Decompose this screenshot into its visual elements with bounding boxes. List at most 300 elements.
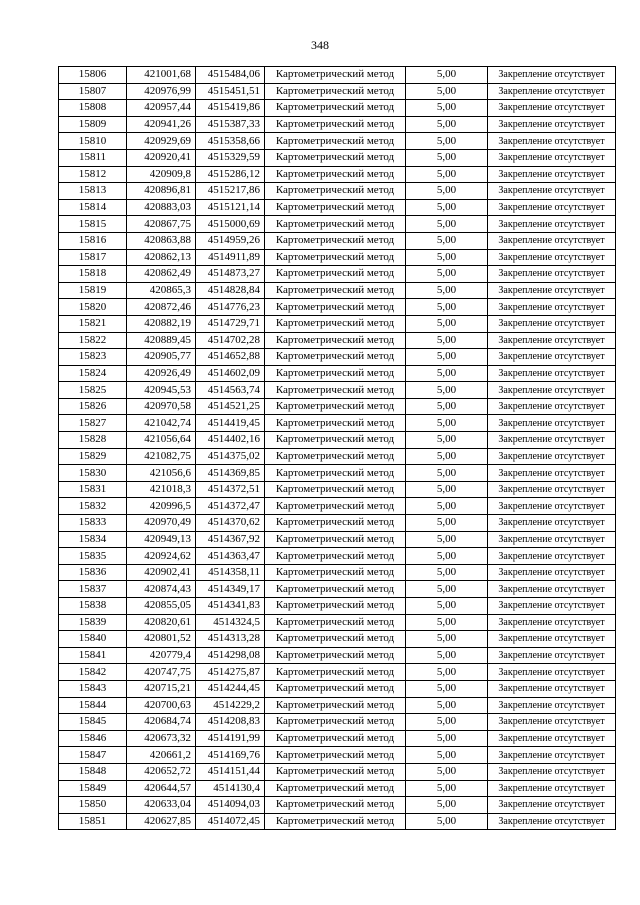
point-number-cell: 15834 — [59, 531, 127, 548]
accuracy-cell: 5,00 — [406, 813, 488, 830]
x-coordinate-cell: 420924,62 — [127, 548, 196, 565]
accuracy-cell: 5,00 — [406, 100, 488, 117]
accuracy-cell: 5,00 — [406, 448, 488, 465]
method-cell: Картометрический метод — [265, 365, 406, 382]
x-coordinate-cell: 420970,49 — [127, 515, 196, 532]
y-coordinate-cell: 4514244,45 — [196, 680, 265, 697]
y-coordinate-cell: 4514419,45 — [196, 415, 265, 432]
accuracy-cell: 5,00 — [406, 199, 488, 216]
method-cell: Картометрический метод — [265, 199, 406, 216]
table-row — [59, 365, 616, 382]
accuracy-cell: 5,00 — [406, 730, 488, 747]
table-row — [59, 149, 616, 166]
accuracy-cell: 5,00 — [406, 465, 488, 482]
x-coordinate-cell: 420673,32 — [127, 730, 196, 747]
fixation-cell: Закрепление отсутствует — [488, 531, 616, 548]
y-coordinate-cell: 4514130,4 — [196, 780, 265, 797]
table-row — [59, 481, 616, 498]
accuracy-cell: 5,00 — [406, 299, 488, 316]
fixation-cell: Закрепление отсутствует — [488, 548, 616, 565]
method-cell: Картометрический метод — [265, 680, 406, 697]
table-row — [59, 415, 616, 432]
x-coordinate-cell: 420883,03 — [127, 199, 196, 216]
method-cell: Картометрический метод — [265, 116, 406, 133]
fixation-cell: Закрепление отсутствует — [488, 730, 616, 747]
point-number-cell: 15835 — [59, 548, 127, 565]
point-number-cell: 15819 — [59, 282, 127, 299]
table-row — [59, 631, 616, 648]
accuracy-cell: 5,00 — [406, 83, 488, 100]
point-number-cell: 15845 — [59, 714, 127, 731]
fixation-cell: Закрепление отсутствует — [488, 282, 616, 299]
accuracy-cell: 5,00 — [406, 282, 488, 299]
table-row — [59, 581, 616, 598]
table-row — [59, 465, 616, 482]
x-coordinate-cell: 420863,88 — [127, 232, 196, 249]
method-cell: Картометрический метод — [265, 813, 406, 830]
x-coordinate-cell: 420644,57 — [127, 780, 196, 797]
x-coordinate-cell: 420926,49 — [127, 365, 196, 382]
y-coordinate-cell: 4514370,62 — [196, 515, 265, 532]
accuracy-cell: 5,00 — [406, 365, 488, 382]
point-number-cell: 15843 — [59, 680, 127, 697]
x-coordinate-cell: 420905,77 — [127, 349, 196, 366]
table-row — [59, 382, 616, 399]
method-cell: Картометрический метод — [265, 216, 406, 233]
table-row — [59, 216, 616, 233]
accuracy-cell: 5,00 — [406, 116, 488, 133]
y-coordinate-cell: 4515286,12 — [196, 166, 265, 183]
table-row — [59, 515, 616, 532]
table-row — [59, 614, 616, 631]
table-row — [59, 448, 616, 465]
accuracy-cell: 5,00 — [406, 481, 488, 498]
table-row — [59, 116, 616, 133]
accuracy-cell: 5,00 — [406, 249, 488, 266]
x-coordinate-cell: 420996,5 — [127, 498, 196, 515]
point-number-cell: 15824 — [59, 365, 127, 382]
table-row — [59, 564, 616, 581]
fixation-cell: Закрепление отсутствует — [488, 747, 616, 764]
fixation-cell: Закрепление отсутствует — [488, 332, 616, 349]
x-coordinate-cell: 420909,8 — [127, 166, 196, 183]
accuracy-cell: 5,00 — [406, 315, 488, 332]
point-number-cell: 15836 — [59, 564, 127, 581]
accuracy-cell: 5,00 — [406, 382, 488, 399]
x-coordinate-cell: 420945,53 — [127, 382, 196, 399]
point-number-cell: 15821 — [59, 315, 127, 332]
method-cell: Картометрический метод — [265, 647, 406, 664]
method-cell: Картометрический метод — [265, 100, 406, 117]
x-coordinate-cell: 420661,2 — [127, 747, 196, 764]
y-coordinate-cell: 4514313,28 — [196, 631, 265, 648]
x-coordinate-cell: 420902,41 — [127, 564, 196, 581]
x-coordinate-cell: 420855,05 — [127, 598, 196, 615]
fixation-cell: Закрепление отсутствует — [488, 149, 616, 166]
y-coordinate-cell: 4514563,74 — [196, 382, 265, 399]
fixation-cell: Закрепление отсутствует — [488, 465, 616, 482]
point-number-cell: 15808 — [59, 100, 127, 117]
table-row — [59, 598, 616, 615]
table-row — [59, 531, 616, 548]
fixation-cell: Закрепление отсутствует — [488, 631, 616, 648]
fixation-cell: Закрепление отсутствует — [488, 647, 616, 664]
y-coordinate-cell: 4515451,51 — [196, 83, 265, 100]
accuracy-cell: 5,00 — [406, 232, 488, 249]
y-coordinate-cell: 4515000,69 — [196, 216, 265, 233]
method-cell: Картометрический метод — [265, 614, 406, 631]
point-number-cell: 15850 — [59, 797, 127, 814]
x-coordinate-cell: 420633,04 — [127, 797, 196, 814]
x-coordinate-cell: 420867,75 — [127, 216, 196, 233]
method-cell: Картометрический метод — [265, 149, 406, 166]
fixation-cell: Закрепление отсутствует — [488, 664, 616, 681]
table-row — [59, 498, 616, 515]
y-coordinate-cell: 4515484,06 — [196, 67, 265, 84]
table-row — [59, 249, 616, 266]
accuracy-cell: 5,00 — [406, 763, 488, 780]
accuracy-cell: 5,00 — [406, 166, 488, 183]
x-coordinate-cell: 420747,75 — [127, 664, 196, 681]
fixation-cell: Закрепление отсутствует — [488, 763, 616, 780]
x-coordinate-cell: 420929,69 — [127, 133, 196, 150]
y-coordinate-cell: 4514372,47 — [196, 498, 265, 515]
y-coordinate-cell: 4514191,99 — [196, 730, 265, 747]
y-coordinate-cell: 4514375,02 — [196, 448, 265, 465]
table-row — [59, 282, 616, 299]
fixation-cell: Закрепление отсутствует — [488, 415, 616, 432]
y-coordinate-cell: 4514275,87 — [196, 664, 265, 681]
point-number-cell: 15823 — [59, 349, 127, 366]
x-coordinate-cell: 421056,6 — [127, 465, 196, 482]
table-row — [59, 232, 616, 249]
x-coordinate-cell: 420715,21 — [127, 680, 196, 697]
method-cell: Картометрический метод — [265, 166, 406, 183]
x-coordinate-cell: 420779,4 — [127, 647, 196, 664]
x-coordinate-cell: 420652,72 — [127, 763, 196, 780]
table-row — [59, 680, 616, 697]
x-coordinate-cell: 420872,46 — [127, 299, 196, 316]
fixation-cell: Закрепление отсутствует — [488, 216, 616, 233]
method-cell: Картометрический метод — [265, 299, 406, 316]
table-row — [59, 714, 616, 731]
method-cell: Картометрический метод — [265, 83, 406, 100]
accuracy-cell: 5,00 — [406, 415, 488, 432]
accuracy-cell: 5,00 — [406, 664, 488, 681]
y-coordinate-cell: 4514363,47 — [196, 548, 265, 565]
point-number-cell: 15816 — [59, 232, 127, 249]
accuracy-cell: 5,00 — [406, 498, 488, 515]
x-coordinate-cell: 420949,13 — [127, 531, 196, 548]
y-coordinate-cell: 4514324,5 — [196, 614, 265, 631]
y-coordinate-cell: 4514169,76 — [196, 747, 265, 764]
accuracy-cell: 5,00 — [406, 680, 488, 697]
method-cell: Картометрический метод — [265, 266, 406, 283]
accuracy-cell: 5,00 — [406, 531, 488, 548]
point-number-cell: 15844 — [59, 697, 127, 714]
fixation-cell: Закрепление отсутствует — [488, 382, 616, 399]
table-row — [59, 747, 616, 764]
y-coordinate-cell: 4514729,71 — [196, 315, 265, 332]
fixation-cell: Закрепление отсутствует — [488, 481, 616, 498]
table-row — [59, 780, 616, 797]
fixation-cell: Закрепление отсутствует — [488, 797, 616, 814]
table-row — [59, 67, 616, 84]
accuracy-cell: 5,00 — [406, 631, 488, 648]
y-coordinate-cell: 4514602,09 — [196, 365, 265, 382]
point-number-cell: 15832 — [59, 498, 127, 515]
table-row — [59, 100, 616, 117]
accuracy-cell: 5,00 — [406, 780, 488, 797]
point-number-cell: 15826 — [59, 398, 127, 415]
y-coordinate-cell: 4515217,86 — [196, 183, 265, 200]
y-coordinate-cell: 4514367,92 — [196, 531, 265, 548]
table-row — [59, 813, 616, 830]
point-number-cell: 15815 — [59, 216, 127, 233]
accuracy-cell: 5,00 — [406, 747, 488, 764]
fixation-cell: Закрепление отсутствует — [488, 67, 616, 84]
method-cell: Картометрический метод — [265, 67, 406, 84]
point-number-cell: 15811 — [59, 149, 127, 166]
method-cell: Картометрический метод — [265, 747, 406, 764]
accuracy-cell: 5,00 — [406, 332, 488, 349]
method-cell: Картометрический метод — [265, 183, 406, 200]
point-number-cell: 15838 — [59, 598, 127, 615]
table-row — [59, 133, 616, 150]
fixation-cell: Закрепление отсутствует — [488, 100, 616, 117]
method-cell: Картометрический метод — [265, 315, 406, 332]
accuracy-cell: 5,00 — [406, 149, 488, 166]
y-coordinate-cell: 4514369,85 — [196, 465, 265, 482]
method-cell: Картометрический метод — [265, 481, 406, 498]
table-row — [59, 797, 616, 814]
y-coordinate-cell: 4514873,27 — [196, 266, 265, 283]
table-row — [59, 166, 616, 183]
coordinates-table — [58, 66, 616, 830]
accuracy-cell: 5,00 — [406, 548, 488, 565]
point-number-cell: 15812 — [59, 166, 127, 183]
x-coordinate-cell: 420970,58 — [127, 398, 196, 415]
x-coordinate-cell: 420920,41 — [127, 149, 196, 166]
table-row — [59, 349, 616, 366]
method-cell: Картометрический метод — [265, 382, 406, 399]
fixation-cell: Закрепление отсутствует — [488, 598, 616, 615]
point-number-cell: 15842 — [59, 664, 127, 681]
fixation-cell: Закрепление отсутствует — [488, 398, 616, 415]
x-coordinate-cell: 420627,85 — [127, 813, 196, 830]
method-cell: Картометрический метод — [265, 697, 406, 714]
fixation-cell: Закрепление отсутствует — [488, 232, 616, 249]
method-cell: Картометрический метод — [265, 564, 406, 581]
y-coordinate-cell: 4515358,66 — [196, 133, 265, 150]
accuracy-cell: 5,00 — [406, 432, 488, 449]
table-row — [59, 763, 616, 780]
table-row — [59, 432, 616, 449]
table-row — [59, 548, 616, 565]
fixation-cell: Закрепление отсутствует — [488, 183, 616, 200]
coordinates-table-body — [59, 67, 616, 830]
fixation-cell: Закрепление отсутствует — [488, 432, 616, 449]
x-coordinate-cell: 421082,75 — [127, 448, 196, 465]
table-row — [59, 647, 616, 664]
x-coordinate-cell: 420820,61 — [127, 614, 196, 631]
table-row — [59, 332, 616, 349]
method-cell: Картометрический метод — [265, 598, 406, 615]
fixation-cell: Закрепление отсутствует — [488, 299, 616, 316]
accuracy-cell: 5,00 — [406, 216, 488, 233]
x-coordinate-cell: 420684,74 — [127, 714, 196, 731]
method-cell: Картометрический метод — [265, 664, 406, 681]
x-coordinate-cell: 420874,43 — [127, 581, 196, 598]
accuracy-cell: 5,00 — [406, 133, 488, 150]
table-row — [59, 266, 616, 283]
accuracy-cell: 5,00 — [406, 598, 488, 615]
table-row — [59, 697, 616, 714]
fixation-cell: Закрепление отсутствует — [488, 365, 616, 382]
y-coordinate-cell: 4514341,83 — [196, 598, 265, 615]
y-coordinate-cell: 4514911,89 — [196, 249, 265, 266]
fixation-cell: Закрепление отсутствует — [488, 680, 616, 697]
point-number-cell: 15807 — [59, 83, 127, 100]
x-coordinate-cell: 420889,45 — [127, 332, 196, 349]
y-coordinate-cell: 4514776,23 — [196, 299, 265, 316]
point-number-cell: 15814 — [59, 199, 127, 216]
y-coordinate-cell: 4515387,33 — [196, 116, 265, 133]
method-cell: Картометрический метод — [265, 730, 406, 747]
table-row — [59, 398, 616, 415]
accuracy-cell: 5,00 — [406, 714, 488, 731]
table-row — [59, 664, 616, 681]
y-coordinate-cell: 4514151,44 — [196, 763, 265, 780]
method-cell: Картометрический метод — [265, 448, 406, 465]
accuracy-cell: 5,00 — [406, 614, 488, 631]
y-coordinate-cell: 4514229,2 — [196, 697, 265, 714]
point-number-cell: 15841 — [59, 647, 127, 664]
method-cell: Картометрический метод — [265, 349, 406, 366]
accuracy-cell: 5,00 — [406, 581, 488, 598]
fixation-cell: Закрепление отсутствует — [488, 813, 616, 830]
fixation-cell: Закрепление отсутствует — [488, 315, 616, 332]
method-cell: Картометрический метод — [265, 631, 406, 648]
point-number-cell: 15831 — [59, 481, 127, 498]
y-coordinate-cell: 4515419,86 — [196, 100, 265, 117]
point-number-cell: 15829 — [59, 448, 127, 465]
method-cell: Картометрический метод — [265, 282, 406, 299]
method-cell: Картометрический метод — [265, 763, 406, 780]
fixation-cell: Закрепление отсутствует — [488, 166, 616, 183]
point-number-cell: 15839 — [59, 614, 127, 631]
x-coordinate-cell: 420865,3 — [127, 282, 196, 299]
y-coordinate-cell: 4514702,28 — [196, 332, 265, 349]
x-coordinate-cell: 420862,13 — [127, 249, 196, 266]
point-number-cell: 15809 — [59, 116, 127, 133]
table-row — [59, 299, 616, 316]
accuracy-cell: 5,00 — [406, 349, 488, 366]
y-coordinate-cell: 4515329,59 — [196, 149, 265, 166]
table-row — [59, 183, 616, 200]
fixation-cell: Закрепление отсутствует — [488, 581, 616, 598]
table-row — [59, 199, 616, 216]
y-coordinate-cell: 4515121,14 — [196, 199, 265, 216]
y-coordinate-cell: 4514959,26 — [196, 232, 265, 249]
fixation-cell: Закрепление отсутствует — [488, 448, 616, 465]
accuracy-cell: 5,00 — [406, 515, 488, 532]
fixation-cell: Закрепление отсутствует — [488, 199, 616, 216]
table-row — [59, 83, 616, 100]
accuracy-cell: 5,00 — [406, 647, 488, 664]
point-number-cell: 15806 — [59, 67, 127, 84]
table-row — [59, 315, 616, 332]
x-coordinate-cell: 420801,52 — [127, 631, 196, 648]
fixation-cell: Закрепление отсутствует — [488, 614, 616, 631]
y-coordinate-cell: 4514372,51 — [196, 481, 265, 498]
point-number-cell: 15847 — [59, 747, 127, 764]
fixation-cell: Закрепление отсутствует — [488, 780, 616, 797]
method-cell: Картометрический метод — [265, 398, 406, 415]
x-coordinate-cell: 421001,68 — [127, 67, 196, 84]
point-number-cell: 15827 — [59, 415, 127, 432]
x-coordinate-cell: 420976,99 — [127, 83, 196, 100]
method-cell: Картометрический метод — [265, 415, 406, 432]
x-coordinate-cell: 420957,44 — [127, 100, 196, 117]
accuracy-cell: 5,00 — [406, 266, 488, 283]
fixation-cell: Закрепление отсутствует — [488, 133, 616, 150]
method-cell: Картометрический метод — [265, 581, 406, 598]
fixation-cell: Закрепление отсутствует — [488, 564, 616, 581]
point-number-cell: 15813 — [59, 183, 127, 200]
x-coordinate-cell: 420941,26 — [127, 116, 196, 133]
fixation-cell: Закрепление отсутствует — [488, 249, 616, 266]
y-coordinate-cell: 4514072,45 — [196, 813, 265, 830]
y-coordinate-cell: 4514298,08 — [196, 647, 265, 664]
method-cell: Картометрический метод — [265, 249, 406, 266]
method-cell: Картометрический метод — [265, 465, 406, 482]
accuracy-cell: 5,00 — [406, 398, 488, 415]
x-coordinate-cell: 420896,81 — [127, 183, 196, 200]
point-number-cell: 15846 — [59, 730, 127, 747]
fixation-cell: Закрепление отсутствует — [488, 83, 616, 100]
fixation-cell: Закрепление отсутствует — [488, 515, 616, 532]
fixation-cell: Закрепление отсутствует — [488, 266, 616, 283]
y-coordinate-cell: 4514358,11 — [196, 564, 265, 581]
y-coordinate-cell: 4514402,16 — [196, 432, 265, 449]
point-number-cell: 15851 — [59, 813, 127, 830]
fixation-cell: Закрепление отсутствует — [488, 697, 616, 714]
accuracy-cell: 5,00 — [406, 183, 488, 200]
x-coordinate-cell: 420862,49 — [127, 266, 196, 283]
point-number-cell: 15849 — [59, 780, 127, 797]
y-coordinate-cell: 4514094,03 — [196, 797, 265, 814]
method-cell: Картометрический метод — [265, 498, 406, 515]
point-number-cell: 15837 — [59, 581, 127, 598]
y-coordinate-cell: 4514652,88 — [196, 349, 265, 366]
x-coordinate-cell: 421018,3 — [127, 481, 196, 498]
accuracy-cell: 5,00 — [406, 564, 488, 581]
y-coordinate-cell: 4514521,25 — [196, 398, 265, 415]
y-coordinate-cell: 4514208,83 — [196, 714, 265, 731]
fixation-cell: Закрепление отсутствует — [488, 116, 616, 133]
table-row — [59, 730, 616, 747]
point-number-cell: 15820 — [59, 299, 127, 316]
x-coordinate-cell: 420700,63 — [127, 697, 196, 714]
accuracy-cell: 5,00 — [406, 67, 488, 84]
y-coordinate-cell: 4514349,17 — [196, 581, 265, 598]
method-cell: Картометрический метод — [265, 515, 406, 532]
method-cell: Картометрический метод — [265, 714, 406, 731]
method-cell: Картометрический метод — [265, 797, 406, 814]
point-number-cell: 15825 — [59, 382, 127, 399]
point-number-cell: 15840 — [59, 631, 127, 648]
